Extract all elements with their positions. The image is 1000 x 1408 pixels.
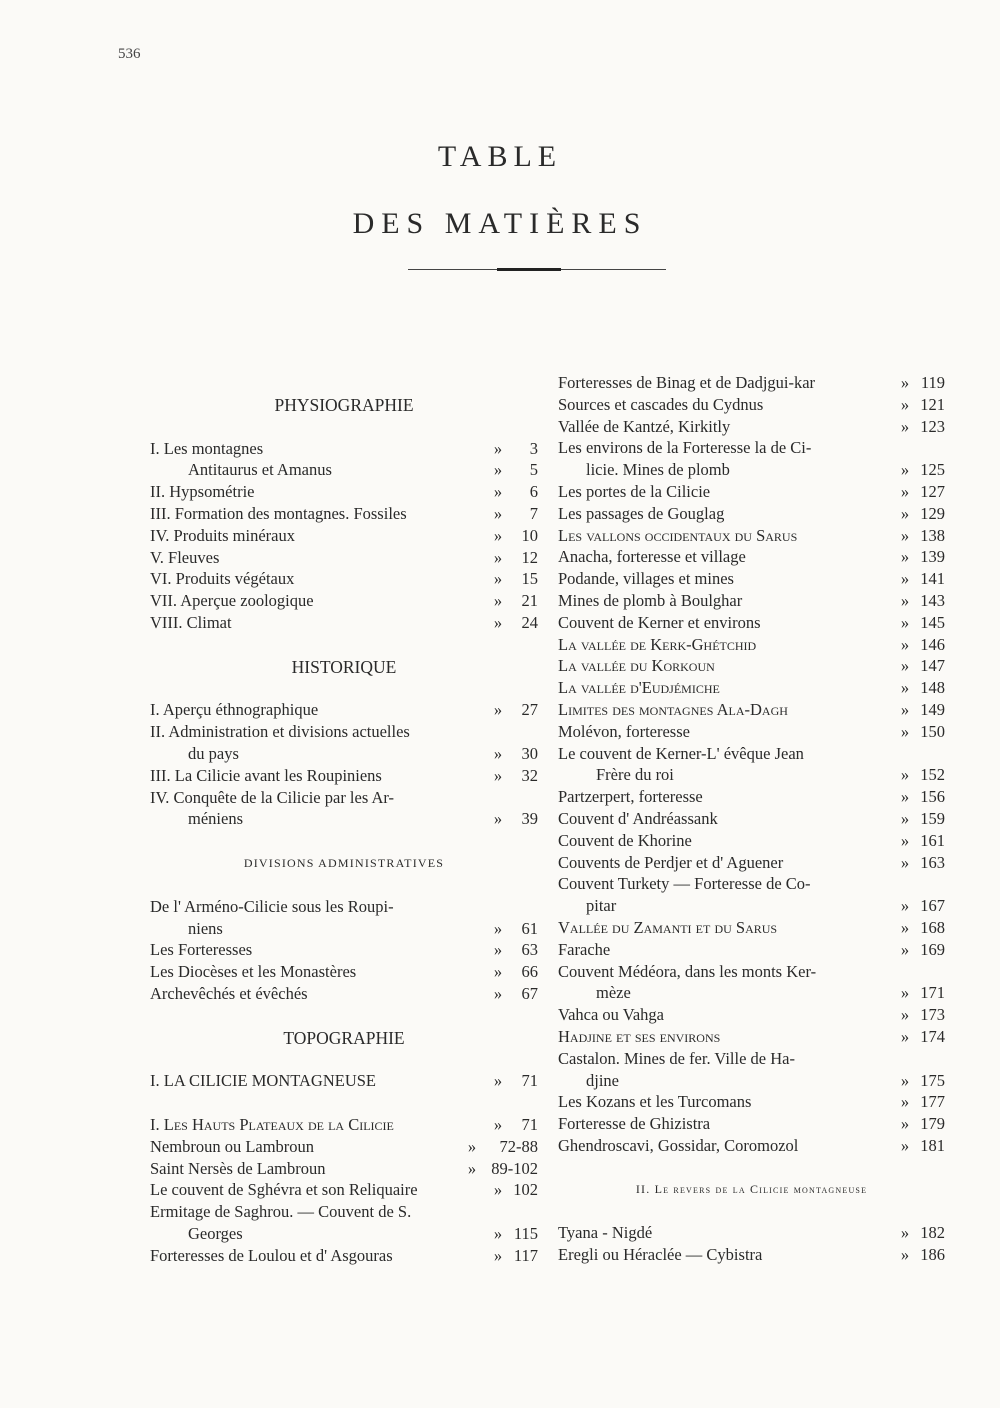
toc-entry-title: Vahca ou Vahga	[558, 1005, 664, 1025]
toc-entry-title: IV. Conquête de la Cilicie par les Ar-	[150, 787, 395, 807]
toc-entry-page: 182	[920, 1223, 945, 1243]
toc-entry-page: 102	[513, 1180, 538, 1200]
toc-entry-guillemet: »	[900, 1026, 910, 1046]
toc-entry-guillemet: »	[493, 591, 503, 611]
toc-entry	[150, 743, 538, 765]
toc-entry-page: 186	[920, 1245, 945, 1265]
toc-entry-title: Ghendroscavi, Gossidar, Coromozol	[558, 1135, 799, 1155]
toc-entry-guillemet: »	[493, 962, 503, 982]
toc-entry	[558, 852, 945, 874]
toc-entry-title: Anacha, forteresse et village	[558, 547, 746, 567]
toc-entry-page: 66	[521, 962, 538, 982]
title-rule-accent	[497, 268, 561, 271]
toc-entry-guillemet: »	[493, 438, 503, 458]
toc-entry-page: 7	[529, 503, 538, 523]
toc-column-left	[150, 372, 538, 1266]
toc-entry-guillemet: »	[900, 656, 910, 676]
toc-entry-title: mèze	[596, 983, 631, 1003]
toc-entry-page: 149	[920, 699, 945, 719]
toc-entry-page: 177	[920, 1092, 945, 1112]
toc-entry-page: 179	[920, 1114, 945, 1134]
toc-entry-guillemet: »	[493, 525, 503, 545]
spacer	[150, 874, 538, 896]
toc-entry-guillemet: »	[900, 808, 910, 828]
toc-entry-guillemet: »	[493, 612, 503, 632]
toc-entry-page: 127	[920, 481, 945, 501]
toc-entry-guillemet: »	[900, 1114, 910, 1134]
toc-entry	[150, 939, 538, 961]
toc-entry-guillemet: »	[493, 1223, 503, 1243]
toc-entry-title: Georges	[188, 1223, 243, 1243]
spacer	[150, 416, 538, 438]
toc-entry-guillemet: »	[493, 918, 503, 938]
toc-entry-guillemet: »	[900, 896, 910, 916]
toc-entry-page: 150	[920, 721, 945, 741]
toc-entry-page: 174	[920, 1026, 945, 1046]
toc-entry	[558, 808, 945, 830]
toc-entry	[150, 1070, 538, 1092]
toc-entry-title: Eregli ou Héraclée — Cybistra	[558, 1245, 763, 1265]
spacer	[150, 1092, 538, 1114]
toc-entry-title: Le couvent de Kerner-L' évêque Jean	[558, 743, 804, 763]
spacer	[150, 1005, 538, 1027]
toc-entry-page: 119	[920, 373, 945, 392]
toc-entry-guillemet: »	[900, 612, 910, 632]
toc-entry-title: Forteresses de Binag et de Dadjgui-kar	[558, 373, 816, 392]
toc-entry	[150, 547, 538, 569]
toc-entry-title: Archevêchés et évêchés	[150, 983, 308, 1003]
toc-entry-guillemet: »	[900, 503, 910, 523]
toc-entry-page: 61	[521, 918, 538, 938]
page-title: TABLE	[437, 140, 563, 173]
toc-entry-title: I. Les montagnes	[150, 438, 264, 458]
toc-entry-page: 141	[920, 569, 945, 589]
spacer	[150, 830, 538, 852]
toc-entry	[150, 438, 538, 460]
toc-entry-page: 10	[521, 525, 538, 545]
toc-entry	[150, 808, 538, 830]
toc-entry-guillemet: »	[493, 569, 503, 589]
toc-entry-page: 168	[920, 917, 945, 937]
toc-entry-guillemet: »	[900, 765, 910, 785]
section-heading: PHYSIOGRAPHIE	[274, 394, 414, 415]
toc-entry-title: pitar	[586, 896, 617, 916]
toc-entry-guillemet: »	[467, 1136, 477, 1156]
toc-entry-title: Mines de plomb à Boulghar	[558, 590, 743, 610]
toc-entry-page: 39	[521, 809, 538, 829]
toc-entry	[150, 590, 538, 612]
toc-entry-title: Antitaurus et Amanus	[188, 460, 332, 480]
toc-entry	[150, 1114, 538, 1136]
toc-entry-page: 171	[920, 983, 945, 1003]
toc-entry-title: Vallée du Zamanti et du Sarus	[558, 917, 778, 937]
toc-entry	[558, 503, 945, 525]
toc-entry	[558, 1048, 945, 1070]
toc-entry-guillemet: »	[900, 721, 910, 741]
toc-entry-page: 71	[521, 1071, 538, 1091]
toc-entry-title: Les Forteresses	[150, 940, 253, 960]
toc-entry-page: 152	[920, 765, 945, 785]
toc-entry	[558, 1135, 945, 1157]
toc-entry	[558, 1113, 945, 1135]
toc-entry	[558, 677, 945, 699]
toc-entry-page: 181	[920, 1135, 945, 1155]
toc-entry-page: 123	[920, 416, 945, 436]
toc-entry	[558, 743, 945, 765]
toc-entry-title: Ermitage de Saghrou. — Couvent de S.	[150, 1202, 412, 1222]
toc-entry	[558, 437, 945, 459]
toc-entry-title: djine	[586, 1070, 619, 1090]
toc-entry-title: Le couvent de Sghévra et son Reliquaire	[150, 1180, 418, 1200]
toc-entry-page: 15	[521, 569, 538, 589]
toc-entry-page: 169	[920, 939, 945, 959]
toc-entry-title: La vallée de Kerk-Ghétchid	[558, 634, 757, 654]
toc-entry-guillemet: »	[900, 1005, 910, 1025]
toc-entry-guillemet: »	[467, 1158, 477, 1178]
toc-entry	[558, 481, 945, 503]
toc-entry-page: 30	[521, 743, 538, 763]
toc-entry-page: 138	[920, 525, 945, 545]
toc-entry-page: 5	[529, 460, 538, 480]
toc-entry-guillemet: »	[493, 1245, 503, 1265]
toc-entry-guillemet: »	[493, 1071, 503, 1091]
toc-entry	[558, 546, 945, 568]
toc-entry	[558, 1222, 945, 1244]
subsection-heading: DIVISIONS ADMINISTRATIVES	[243, 855, 445, 870]
toc-entry-page: 125	[920, 460, 945, 480]
toc-entry	[150, 481, 538, 503]
toc-entry-title: Couvents de Perdjer et d' Aguener	[558, 852, 784, 872]
toc-entry-guillemet: »	[900, 852, 910, 872]
toc-entry	[558, 634, 945, 656]
toc-column-right	[558, 372, 945, 1266]
toc-entry-title: VII. Aperçue zoologique	[150, 591, 314, 611]
toc-entry-page: 12	[521, 547, 538, 567]
toc-entry	[150, 503, 538, 525]
toc-entry	[150, 983, 538, 1005]
toc-entry-title: Tyana - Nigdé	[558, 1223, 653, 1243]
toc-entry	[558, 525, 945, 547]
toc-entry-page: 147	[920, 656, 945, 676]
toc-entry	[150, 787, 538, 809]
toc-entry	[150, 1245, 538, 1267]
toc-entry-guillemet: »	[900, 1223, 910, 1243]
toc-entry	[558, 416, 945, 438]
toc-entry	[558, 394, 945, 416]
toc-entry-title: Limites des montagnes Ala-Dagh	[558, 699, 788, 719]
toc-entry-guillemet: »	[493, 983, 503, 1003]
toc-entry-title: du pays	[188, 743, 239, 763]
toc-entry-page: 156	[920, 787, 945, 807]
toc-entry-guillemet: »	[900, 481, 910, 501]
toc-entry-page: 6	[529, 482, 538, 502]
toc-entry	[150, 961, 538, 983]
toc-entry	[558, 786, 945, 808]
toc-entry-page: 148	[920, 678, 945, 698]
toc-entry-guillemet: »	[900, 830, 910, 850]
toc-entry-guillemet: »	[900, 1135, 910, 1155]
toc-entry-guillemet: »	[493, 700, 503, 720]
toc-entry-guillemet: »	[493, 1180, 503, 1200]
toc-entry-page: 143	[920, 590, 945, 610]
toc-entry	[150, 699, 538, 721]
toc-entry-page: 145	[920, 612, 945, 632]
page-subtitle: DES MATIÈRES	[352, 207, 648, 240]
toc-entry-title: méniens	[188, 809, 243, 829]
toc-entry-guillemet: »	[900, 699, 910, 719]
toc-entry-title: De l' Arméno-Cilicie sous les Roupi-	[150, 896, 394, 916]
toc-entry	[150, 765, 538, 787]
toc-entry-guillemet: »	[900, 460, 910, 480]
toc-entry	[150, 525, 538, 547]
toc-entry	[558, 1004, 945, 1026]
toc-entry-guillemet: »	[493, 809, 503, 829]
toc-entry	[558, 764, 945, 786]
toc-entry-title: Castalon. Mines de fer. Ville de Ha-	[558, 1048, 795, 1068]
toc-entry-title: Forteresses de Loulou et d' Asgouras	[150, 1245, 393, 1265]
toc-entry-page: 67	[521, 983, 538, 1003]
toc-entry	[150, 721, 538, 743]
toc-entry-page: 72-88	[499, 1136, 538, 1156]
toc-entry-guillemet: »	[900, 547, 910, 567]
toc-entry-page: 21	[521, 591, 538, 611]
toc-entry	[558, 590, 945, 612]
toc-entry-page: 27	[521, 700, 538, 720]
spacer	[558, 1157, 945, 1179]
subsection-heading: II. Le revers de la Cilicie montagneuse	[635, 1182, 868, 1197]
toc-entry-guillemet: »	[900, 590, 910, 610]
toc-entry-title: Sources et cascades du Cydnus	[558, 394, 764, 414]
toc-entry-guillemet: »	[900, 917, 910, 937]
toc-entry-page: 159	[920, 808, 945, 828]
toc-entry-page: 71	[521, 1114, 538, 1134]
toc-entry-guillemet: »	[493, 547, 503, 567]
toc-entry-title: Couvent de Kerner et environs	[558, 612, 761, 632]
toc-entry-title: Hadjine et ses environs	[558, 1026, 721, 1046]
toc-entry	[558, 895, 945, 917]
toc-entry-title: Farache	[558, 939, 611, 959]
toc-entry-guillemet: »	[900, 939, 910, 959]
toc-entry	[558, 372, 945, 394]
toc-entry	[150, 1179, 538, 1201]
toc-entry-title: VIII. Climat	[150, 612, 232, 632]
section-heading: TOPOGRAPHIE	[283, 1027, 405, 1048]
toc-entry-title: Les passages de Gouglag	[558, 503, 725, 523]
toc-entry	[558, 873, 945, 895]
toc-entry-guillemet: »	[900, 634, 910, 654]
page-number: 536	[118, 46, 141, 62]
toc-entry-title: Partzerpert, forteresse	[558, 787, 703, 807]
toc-entry-guillemet: »	[900, 787, 910, 807]
toc-entry-title: Les Kozans et les Turcomans	[558, 1092, 752, 1112]
toc-entry-page: 167	[920, 896, 945, 916]
toc-entry-title: Podande, villages et mines	[558, 569, 734, 589]
toc-entry-page: 32	[521, 765, 538, 785]
toc-entry-title: Molévon, forteresse	[558, 721, 690, 741]
toc-entry-guillemet: »	[900, 983, 910, 1003]
toc-entry-guillemet: »	[900, 569, 910, 589]
toc-entry-guillemet: »	[900, 678, 910, 698]
toc-entry-title: Couvent de Khorine	[558, 830, 692, 850]
toc-entry-title: Frère du roi	[596, 765, 674, 785]
toc-entry	[150, 918, 538, 940]
toc-entry-page: 115	[513, 1223, 538, 1243]
toc-entry	[558, 568, 945, 590]
toc-entry	[558, 699, 945, 721]
toc-entry	[150, 896, 538, 918]
toc-entry-title: III. La Cilicie avant les Roupiniens	[150, 765, 382, 785]
toc-entry-title: Couvent d' Andréassank	[558, 808, 718, 828]
toc-entry	[558, 612, 945, 634]
toc-entry-title: I. LA CILICIE MONTAGNEUSE	[150, 1071, 376, 1091]
toc-entry	[150, 1158, 538, 1180]
toc-entry	[150, 1136, 538, 1158]
toc-entry-title: II. Administration et divisions actuelles	[150, 722, 410, 742]
toc-entry-page: 139	[920, 547, 945, 567]
spacer	[150, 372, 538, 394]
toc-entry-guillemet: »	[900, 1070, 910, 1090]
toc-entry-guillemet: »	[900, 373, 910, 392]
toc-entry	[150, 459, 538, 481]
toc-entry	[150, 612, 538, 634]
toc-entry-page: 175	[920, 1070, 945, 1090]
toc-entry-guillemet: »	[493, 940, 503, 960]
toc-entry-page: 161	[920, 830, 945, 850]
toc-entry-guillemet: »	[900, 394, 910, 414]
toc-entry-page: 89-102	[491, 1158, 538, 1178]
toc-entry-title: VI. Produits végétaux	[150, 569, 295, 589]
toc-entry-title: II. Hypsométrie	[150, 482, 255, 502]
toc-entry-guillemet: »	[493, 1114, 503, 1134]
toc-entry-page: 3	[529, 438, 538, 458]
toc-entry	[558, 1070, 945, 1092]
toc-entry	[558, 459, 945, 481]
toc-entry	[558, 982, 945, 1004]
toc-entry	[558, 917, 945, 939]
toc-entry-page: 163	[920, 852, 945, 872]
toc-entry	[558, 1026, 945, 1048]
toc-entry-guillemet: »	[493, 460, 503, 480]
section-heading: HISTORIQUE	[291, 656, 397, 677]
spacer	[150, 678, 538, 700]
toc-entry-page: 117	[513, 1245, 538, 1265]
toc-entry-title: Vallée de Kantzé, Kirkitly	[558, 416, 731, 436]
toc-entry	[558, 721, 945, 743]
toc-entry-title: I. Les Hauts Plateaux de la Cilicie	[150, 1114, 394, 1134]
toc-entry-page: 63	[521, 940, 538, 960]
toc-entry-title: Les vallons occidentaux du Sarus	[558, 525, 798, 545]
toc-entry-title: Les Diocèses et les Monastères	[150, 962, 357, 982]
toc-entry-title: Nembroun ou Lambroun	[150, 1136, 315, 1156]
spacer	[150, 1049, 538, 1071]
toc-entry-title: I. Aperçu éthnographique	[150, 700, 319, 720]
toc-entry-page: 129	[920, 503, 945, 523]
spacer	[558, 1200, 945, 1222]
toc-entry-guillemet: »	[493, 482, 503, 502]
toc-entry-page: 24	[521, 612, 538, 632]
toc-entry-title: Les environs de la Forteresse la de Ci-	[558, 438, 812, 458]
toc-entry	[558, 830, 945, 852]
toc-entry	[558, 655, 945, 677]
toc-entry-title: La vallée du Korkoun	[558, 656, 715, 676]
toc-entry-title: IV. Produits minéraux	[150, 525, 295, 545]
toc-entry-page: 121	[920, 394, 945, 414]
toc-entry-guillemet: »	[900, 416, 910, 436]
toc-entry	[558, 961, 945, 983]
toc-entry	[150, 568, 538, 590]
toc-entry-title: III. Formation des montagnes. Fossiles	[150, 503, 407, 523]
toc-entry-title: Forteresse de Ghizistra	[558, 1114, 711, 1134]
toc-entry-title: La vallée d'Eudjémiche	[558, 678, 720, 698]
toc-entry-page: 146	[920, 634, 945, 654]
toc-entry-title: licie. Mines de plomb	[586, 460, 730, 480]
toc-entry-title: V. Fleuves	[150, 547, 220, 567]
toc-entry-guillemet: »	[900, 1245, 910, 1265]
toc-entry-title: niens	[188, 918, 223, 938]
spacer	[150, 634, 538, 656]
toc-entry	[150, 1201, 538, 1223]
toc-entry-guillemet: »	[900, 1092, 910, 1112]
toc-entry-guillemet: »	[493, 743, 503, 763]
toc-entry	[558, 1244, 945, 1266]
toc-entry-page: 173	[920, 1005, 945, 1025]
toc-entry-title: Couvent Turkety — Forteresse de Co-	[558, 874, 811, 894]
toc-entry	[150, 1223, 538, 1245]
toc-entry-title: Saint Nersès de Lambroun	[150, 1158, 326, 1178]
toc-entry	[558, 1091, 945, 1113]
toc-entry-title: Couvent Médéora, dans les monts Ker-	[558, 961, 817, 981]
toc-entry	[558, 939, 945, 961]
toc-entry-guillemet: »	[493, 503, 503, 523]
toc-entry-guillemet: »	[900, 525, 910, 545]
toc-entry-guillemet: »	[493, 765, 503, 785]
toc-entry-title: Les portes de la Cilicie	[558, 481, 711, 501]
